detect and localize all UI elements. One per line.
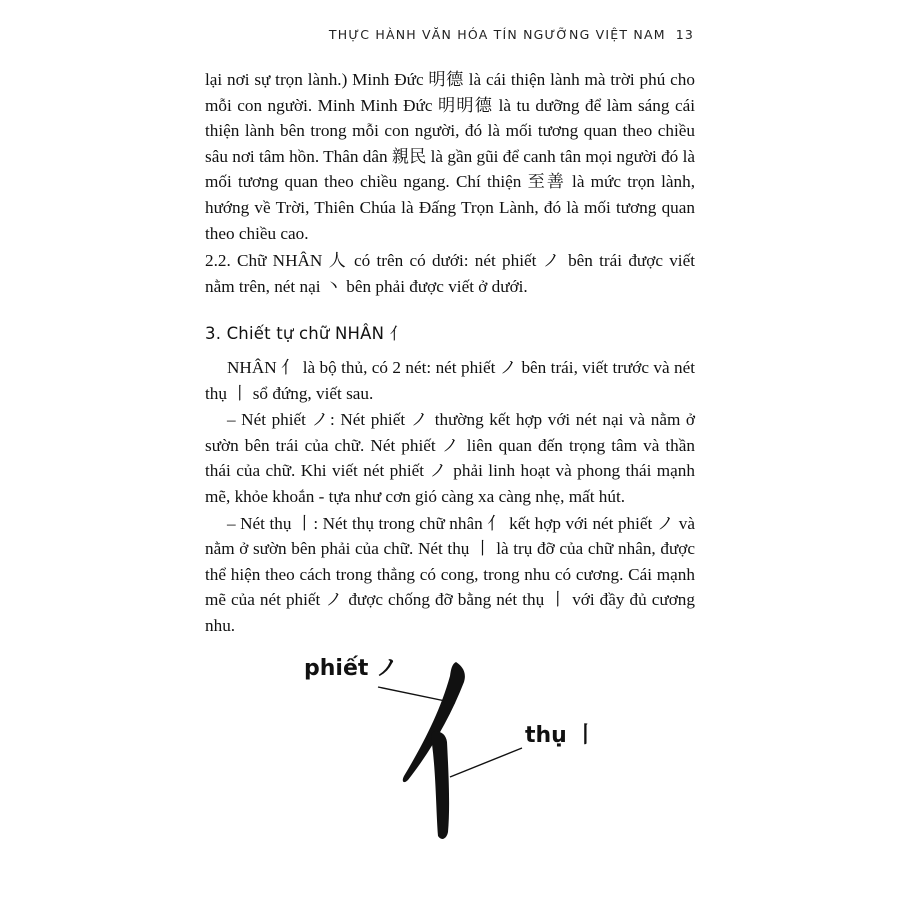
label-phiet: phiết ノ (304, 656, 399, 681)
paragraph-continuation: lại nơi sự trọn lành.) Minh Đức 明德 là cái thiện lành mà trời phú cho mỗi con người. Minh Minh Đức 明明德 là tu dưỡng để làm sáng cái thiện lành bên trong mỗi con người, đó là mối tương quan theo chiều sâu nơi tâm hồn. Thân dân 親民 là gần gũi để canh tân mọi người đó là mối tương quan theo chiều ngang. Chí thiện 至善 là mức trọn lành, hướng về Trời, Thiên Chúa là Đấng Trọn Lành, đó là mối tương quan theo chiều cao. (205, 70, 695, 243)
thu-leader-line (450, 748, 522, 777)
running-title: THỰC HÀNH VĂN HÓA TÍN NGƯỠNG VIỆT NAM (328, 27, 666, 42)
paragraph-phiet: – Nét phiết ノ: Nét phiết ノ thường kết hợp với nét nại và nằm ở sườn bên trái của chữ. Nét phiết ノ liên quan đến trọng tâm và thần thái của chữ. Khi viết nét phiết ノ phải linh hoạt và phong thái mạnh mẽ, khỏe khoắn - tựa như cơn gió càng xa càng nhẹ, mất hút. (205, 410, 695, 506)
thu-stroke (431, 731, 449, 838)
phiet-stroke (403, 662, 465, 782)
label-thu: thụ 丨 (525, 723, 597, 748)
page-number: 13 (675, 27, 694, 42)
running-header (329, 27, 694, 42)
paragraph-thu: – Nét thụ 丨: Nét thụ trong chữ nhân 亻 kết hợp với nét phiết ノ và nằm ở sườn bên phải của chữ. Nét thụ 丨 là trụ đỡ của chữ nhân, được thể hiện theo cách trong thẳng có cong, trong nhu có cương. Cái mạnh mẽ của nét phiết ノ được chống đỡ bằng nét thụ 丨 với đầy đủ cương nhu. (205, 513, 695, 635)
nhan-radical-figure (290, 640, 610, 860)
body-text (205, 67, 695, 638)
paragraph-2-2: 2.2. Chữ NHÂN 人 có trên có dưới: nét phiết ノ bên trái được viết nằm trên, nét nại 丶 bên phải được viết ở dưới. (205, 251, 695, 296)
section-heading: 3. Chiết tự chữ NHÂN 亻 (205, 324, 407, 344)
paragraph-nhan-intro: NHÂN 亻 là bộ thủ, có 2 nét: nét phiết ノ bên trái, viết trước và nét thụ 丨 sổ đứng, viết sau. (205, 357, 695, 403)
